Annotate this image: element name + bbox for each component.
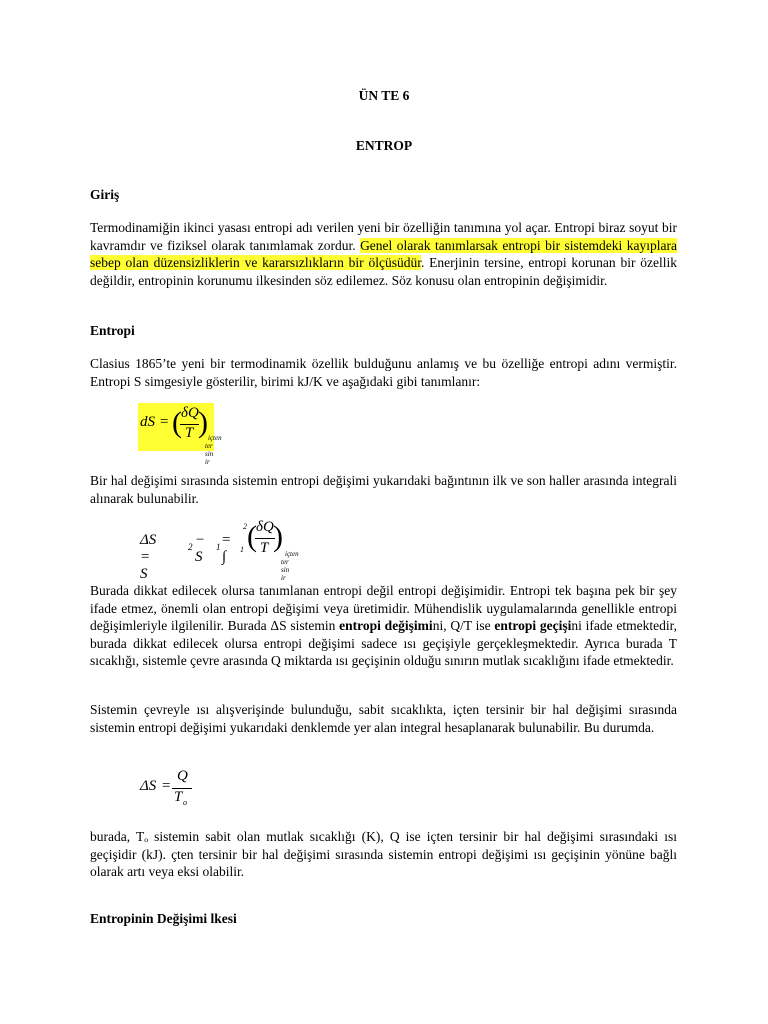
eq1-equals: = (160, 414, 169, 430)
eq1-lhs: dS (140, 414, 155, 430)
eq1-right-paren: ) (198, 406, 208, 439)
eq3-denominator-sub: o (183, 798, 187, 807)
eq2-fraction-bar (255, 538, 275, 539)
burada-bold-2: entropi geçişi (494, 618, 572, 634)
paragraph-intro (90, 219, 677, 289)
eq2-integral: = ∫ (222, 532, 231, 565)
paragraph-hal: Bir hal değişimi sırasında sistemin entropi değişimi yukarıdaki bağıntının ilk ve son haller arasında integrali alınarak bulunabilir. (90, 473, 677, 506)
eq2-right-paren: ) (273, 520, 283, 553)
eq2-sub-1: 1 (216, 542, 221, 552)
eq2-denominator: T (260, 540, 269, 556)
eq3-denominator: T (174, 789, 183, 805)
eq2-lhs: ΔS = S (140, 532, 157, 582)
intro-text-1: Termodinamiğin ikinci yasası entropi adı verilen yeni bir özelliğin tanımına yol açar. Entropi biraz soyut bir kavramdır ve fiziksel olarak tanımlamak zordur. (90, 220, 677, 253)
burada-text-1: Burada dikkat edilecek olursa tanımlanan entropi değil entropi değişimidir. Entropi tek başına pek bir şey ifade etmez, önemli olan entropi değişimi veya üretimidir. Mühendislik uygulamalarında genellikle entropi değişimleriyle ilgilenilir. Burada ΔS sistemin (90, 583, 677, 634)
eq1-sub-1: içten (208, 434, 222, 442)
eq1-left-paren: ( (172, 406, 182, 439)
eq3-equals: = (162, 778, 171, 794)
burada-text-2: ni, Q/T ise (432, 618, 495, 634)
burada-text-3: ni ifade etmektedir, burada dikkat edilecek olursa entropi değişimi sadece ısı geçişiyle gerçekleşmektedir. Ayrıca burada T sıcaklığı, sistemle çevre arasında Q miktarda ısı geçişinin olduğu sınırın mutlak sıcaklığını ifade etmektedir. (90, 618, 677, 669)
eq2-sub-text-1: içten (285, 550, 299, 558)
burada-bold-1: entropi değişimi (339, 618, 433, 634)
eq2-sub-2: 2 (188, 542, 193, 552)
eq3-lhs: ΔS (140, 778, 157, 794)
intro-text-2: . Enerjinin tersine, entropi korunan bir özellik değildir, entropinin korunumu ilkesinden söz edilemez. Söz konusu olan entropinin değişimidir. (90, 255, 677, 288)
eq2-minus: − S (195, 532, 206, 565)
intro-highlight: Genel olarak tanımlarsak entropi bir sistemdeki kayıplara sebep olan düzensizliklerin ve kararsızlıkların bir ölçüsüdür (90, 237, 677, 271)
eq1-sub-2: ter sin ir (205, 442, 214, 466)
eq2-sub-text-2: ter sin ir (281, 558, 290, 582)
paragraph-last: burada, Tₒ sistemin sabit olan mutlak sıcaklığı (K), Q ise içten tersinir bir hal değişimi sırasındaki ısı geçişidir (kJ). çten tersinir bir hal değişimi sırasında sistemin entropi değişimi ısı geçişinin yönüne bağlı olarak artı veya eksi olabilir. (90, 829, 677, 880)
heading-entropi: Entropi (90, 323, 135, 338)
eq3-numerator: Q (177, 768, 188, 784)
paragraph-clasius: Clasius 1865’te yeni bir termodinamik özellik bulduğunu anlamış ve bu özelliğe entropi adını vermiştir. Entropi S simgesiyle gösterilir, birimi kJ/K ve aşağıdaki gibi tanımlanır: (90, 356, 677, 389)
eq2-left-paren: ( (247, 520, 257, 553)
paragraph-burada (90, 582, 677, 670)
eq1-denominator: T (185, 425, 194, 441)
eq2-lower-limit: 1 (240, 545, 244, 554)
heading-intro: Giriş (90, 187, 120, 202)
eq2-upper-limit: 2 (243, 522, 247, 531)
paragraph-sistemin: Sistemin çevreyle ısı alışverişinde bulunduğu, sabit sıcaklıkta, içten tersinir bir hal değişimi sırasında sistemin entropi değişimi yukarıdaki denklemde yer alan integral hesaplanarak bulunabilir. Bu durumda. (90, 702, 677, 735)
unit-title: ÜN TE 6 (358, 88, 410, 103)
section-title: ENTROP (355, 138, 413, 153)
heading-ilke: Entropinin Değişimi lkesi (90, 911, 237, 926)
eq2-numerator: δQ (256, 519, 274, 535)
eq1-numerator: δQ (181, 405, 199, 421)
